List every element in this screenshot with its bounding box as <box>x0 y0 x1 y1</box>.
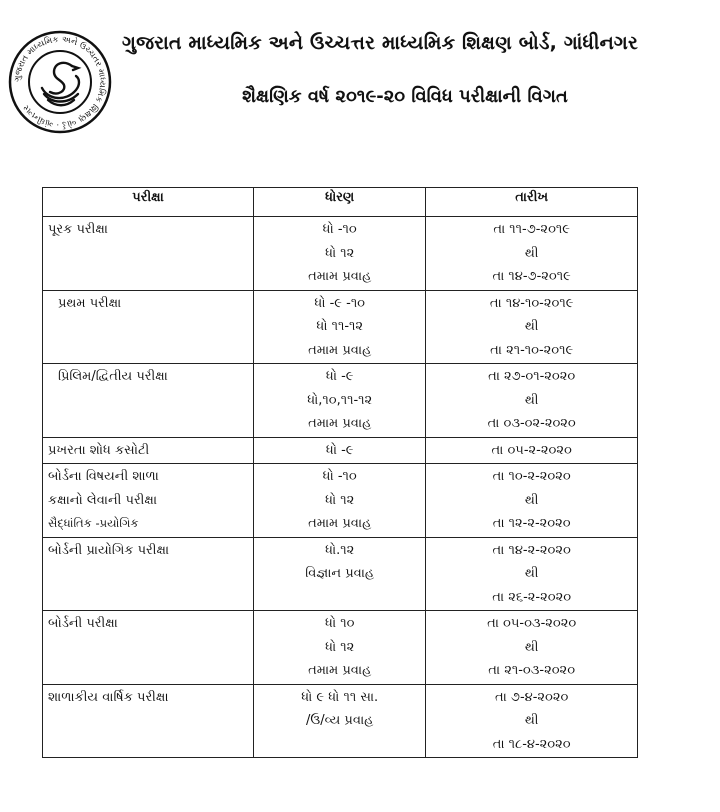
date-line: તા ૨૧-૧૦-૨૦૧૯ <box>490 342 574 358</box>
page-title: ગુજરાત માધ્યમિક અને ઉચ્ચત્તર માધ્યમિક શિક્ષણ બોર્ડ, ગાંધીનગર <box>122 32 639 54</box>
date-line: તા ૨૬-૨-૨૦૨૦ <box>492 589 572 605</box>
date-line: તા ૧૧-૭-૨૦૧૯ <box>493 222 570 237</box>
exam-name: પૂરક પરીક્ષા <box>48 222 108 237</box>
date-line: થી <box>524 319 539 334</box>
exam-name: સૈદ્ધાંતિક -પ્રયોગિક <box>48 516 139 530</box>
standard-line: ધો ૧૧-૧૨ <box>316 319 364 334</box>
exam-name: કક્ષાનો લેવાની પરીક્ષા <box>48 492 158 508</box>
standard-cell <box>254 684 426 758</box>
standard-cell <box>254 217 426 291</box>
page-subtitle: શૈક્ષણિક વર્ષ ૨૦૧૯-૨૦ વિવિધ પરીક્ષાની વિગત <box>242 86 568 107</box>
date-line: તા ૦૫-૨-૨૦૨૦ <box>491 442 572 458</box>
exam-name: પ્રિલિમ/દ્વિતીય પરીક્ષા <box>58 369 168 384</box>
standard-line: તમામ પ્રવાહ <box>308 269 372 284</box>
date-line: થી <box>524 492 539 508</box>
standard-cell <box>254 437 426 464</box>
standard-line: તમામ પ્રવાહ <box>308 342 372 358</box>
exam-name-cell <box>43 364 254 438</box>
date-line: તા ૦૩-૦૨-૨૦૨૦ <box>487 416 576 431</box>
date-cell <box>426 464 638 538</box>
date-cell <box>426 437 638 464</box>
date-line: તા ૧૦-૨-૨૦૨૦ <box>492 469 571 484</box>
column-header-date: તારીખ <box>426 188 638 217</box>
date-line: તા ૨૭-૦૧-૨૦૨૦ <box>488 369 576 384</box>
table-row <box>43 611 638 685</box>
exam-name-cell <box>43 217 254 291</box>
date-line: થી <box>524 713 539 728</box>
date-cell <box>426 217 638 291</box>
date-line: થી <box>524 639 539 655</box>
standard-cell <box>254 364 426 438</box>
exam-name: પ્રખરતા શોધ કસોટી <box>48 442 150 458</box>
date-cell <box>426 290 638 364</box>
exam-name-cell <box>43 437 254 464</box>
exam-name-cell <box>43 611 254 685</box>
exam-name: શાળાકીય વાર્ષિક પરીક્ષા <box>48 689 169 705</box>
standard-line: ધો ૧૨ <box>325 639 355 655</box>
exam-name: બોર્ડની પ્રાયોગિક પરીક્ષા <box>48 542 170 558</box>
date-line: તા ૦૫-૦૩-૨૦૨૦ <box>487 616 577 631</box>
column-header-exam: પરીક્ષા <box>43 188 254 217</box>
date-line: તા ૧૮-૪-૨૦૨૦ <box>492 736 571 752</box>
date-line: થી <box>524 566 539 581</box>
date-cell <box>426 364 638 438</box>
exam-name-cell <box>43 464 254 538</box>
standard-line: ધો -૯ <box>325 369 354 384</box>
standard-line: તમામ પ્રવાહ <box>308 663 372 678</box>
exam-name-cell <box>43 537 254 611</box>
board-seal-logo <box>8 30 112 134</box>
table-row <box>43 437 638 464</box>
date-line: થી <box>524 245 539 261</box>
standard-line: ધો ૯ ધો ૧૧ સા. <box>301 689 379 705</box>
table-row <box>43 364 638 438</box>
standard-line: ધો -૯ -૧૦ <box>314 295 366 311</box>
standard-line: તમામ પ્રવાહ <box>308 516 372 531</box>
standard-line: ધો -૧૦ <box>322 222 357 237</box>
table-header-row <box>43 188 638 217</box>
exam-name-cell <box>43 290 254 364</box>
standard-cell <box>254 290 426 364</box>
date-line: તા ૭-૪-૨૦૨૦ <box>495 689 569 705</box>
table-row <box>43 290 638 364</box>
date-line: તા ૧૪-૧૦-૨૦૧૯ <box>489 295 574 311</box>
table-row <box>43 537 638 611</box>
standard-line: ધો ૧૦ <box>325 616 355 631</box>
date-cell <box>426 684 638 758</box>
standard-cell <box>254 464 426 538</box>
standard-line: ધો -૧૦ <box>322 469 357 484</box>
svg-text:ગુજરાત માધ્યમિક અને ઉચ્ચતર માધ: ગુજરાત માધ્યમિક અને ઉચ્ચતર માધ્યમિક શિક્ષણ બોર્ડ · ગાંધીનગર <box>12 34 108 130</box>
standard-line: /ઉ/વ્ય પ્રવાહ <box>306 713 374 728</box>
exam-name-cell <box>43 684 254 758</box>
date-line: તા ૧૪-૭-૨૦૧૯ <box>492 269 571 284</box>
exam-name: બોર્ડના વિષયની શાળા <box>48 469 159 484</box>
date-line: તા ૧૪-૨-૨૦૨૦ <box>492 542 571 558</box>
standard-line: ધો,૧૦,૧૧-૧૨ <box>307 392 373 408</box>
table-row <box>43 217 638 291</box>
date-cell <box>426 537 638 611</box>
standard-line: ધો ૧૨ <box>325 492 355 508</box>
date-line: તા ૨૧-૦૩-૨૦૨૦ <box>488 663 576 678</box>
date-line: તા ૧૨-૨-૨૦૨૦ <box>492 516 571 531</box>
standard-line: તમામ પ્રવાહ <box>308 416 372 431</box>
table-row <box>43 464 638 538</box>
column-header-standard: ધોરણ <box>254 188 426 217</box>
date-cell <box>426 611 638 685</box>
date-line: થી <box>524 392 539 408</box>
standard-line: ધો ૧૨ <box>325 245 355 261</box>
standard-cell <box>254 537 426 611</box>
standard-line: ધો -૯ <box>325 442 354 458</box>
table-row <box>43 684 638 758</box>
exam-schedule-table <box>42 187 638 758</box>
standard-line: ધો.૧૨ <box>325 542 355 558</box>
exam-name: બોર્ડની પરીક્ષા <box>48 616 118 631</box>
standard-line: વિજ્ઞાન પ્રવાહ <box>305 566 375 581</box>
exam-name: પ્રથમ પરીક્ષા <box>58 295 122 311</box>
document-header <box>0 0 720 150</box>
standard-cell <box>254 611 426 685</box>
